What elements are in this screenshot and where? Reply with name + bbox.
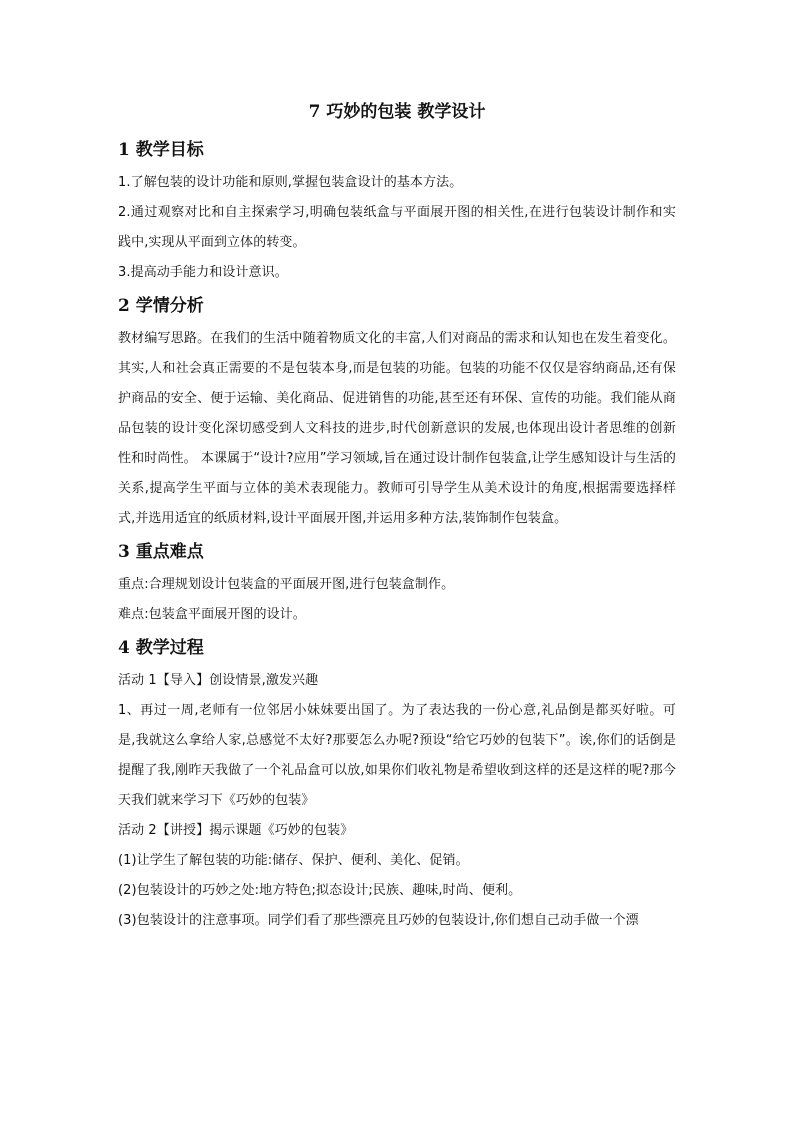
list-item: (1)让学生了解包装的功能:储存、保护、便利、美化、促销。	[118, 853, 469, 868]
paragraph: 2.通过观察对比和自主探索学习,明确包装纸盒与平面展开图的相关性,在进行包装设计制作和实践中,实现从平面到立体的转变。	[118, 205, 676, 250]
document-title: 7 巧妙的包装 教学设计	[308, 102, 486, 122]
section-learner-analysis	[118, 294, 676, 534]
paragraph: 1.了解包装的设计功能和原则,掌握包装盒设计的基本方法。	[118, 175, 463, 190]
section-heading: 4 教学过程	[118, 638, 204, 658]
paragraph: 重点:合理规划设计包装盒的平面展开图,进行包装盒制作。	[118, 577, 455, 592]
list-item: (2)包装设计的巧妙之处:地方特色;拟态设计;民族、趣味,时尚、便利。	[118, 883, 522, 898]
list-item: (3)包装设计的注意事项。同学们看了那些漂亮且巧妙的包装设计,你们想自己动手做一个漂	[118, 913, 639, 928]
document-page	[118, 100, 676, 942]
section-key-points	[118, 540, 676, 630]
activity-label: 活动 2【讲授】揭示课题《巧妙的包装》	[118, 823, 354, 838]
paragraph: 难点:包装盒平面展开图的设计。	[118, 607, 306, 622]
paragraph: 1、再过一周,老师有一位邻居小妹妹要出国了。为了表达我的一份心意,礼品倒是都买好啦。可是,我就这么拿给人家,总感觉不太好?那要怎么办呢?预设“给它巧妙的包装下”。诶,你们的话倒是提醒了我,刚昨天我做了一个礼品盒可以放,如果你们收礼物是希望收到这样的还是这样的呢?那今天我们就来学习下《巧妙的包装》	[118, 703, 676, 808]
activity-label: 活动 1【导入】创设情景,激发兴趣	[118, 673, 319, 688]
section-heading: 1 教学目标	[118, 140, 204, 160]
section-teaching-goals	[118, 138, 676, 288]
section-heading: 2 学情分析	[118, 296, 204, 316]
paragraph: 教材编写思路。在我们的生活中随着物质文化的丰富,人们对商品的需求和认知也在发生着变化。其实,人和社会真正需要的不是包装本身,而是包装的功能。包装的功能不仅仅是容纳商品,还有保护商品的安全、便于运输、美化商品、促进销售的功能,甚至还有环保、宣传的功能。我们能从商品包装的设计变化深切感受到人文科技的进步,时代创新意识的发展,也体现出设计者思维的创新性和时尚性。 本课属于“设计?应用”学习领域,旨在通过设计制作包装盒,让学生感知设计与生活的关系,提高学生平面与立体的美术表现能力。教师可引导学生从美术设计的角度,根据需要选择样式,并选用适宜的纸质材料,设计平面展开图,并运用多种方法,装饰制作包装盒。	[118, 331, 676, 526]
paragraph: 3.提高动手能力和设计意识。	[118, 265, 288, 280]
section-teaching-process	[118, 636, 676, 936]
section-heading: 3 重点难点	[118, 542, 204, 562]
